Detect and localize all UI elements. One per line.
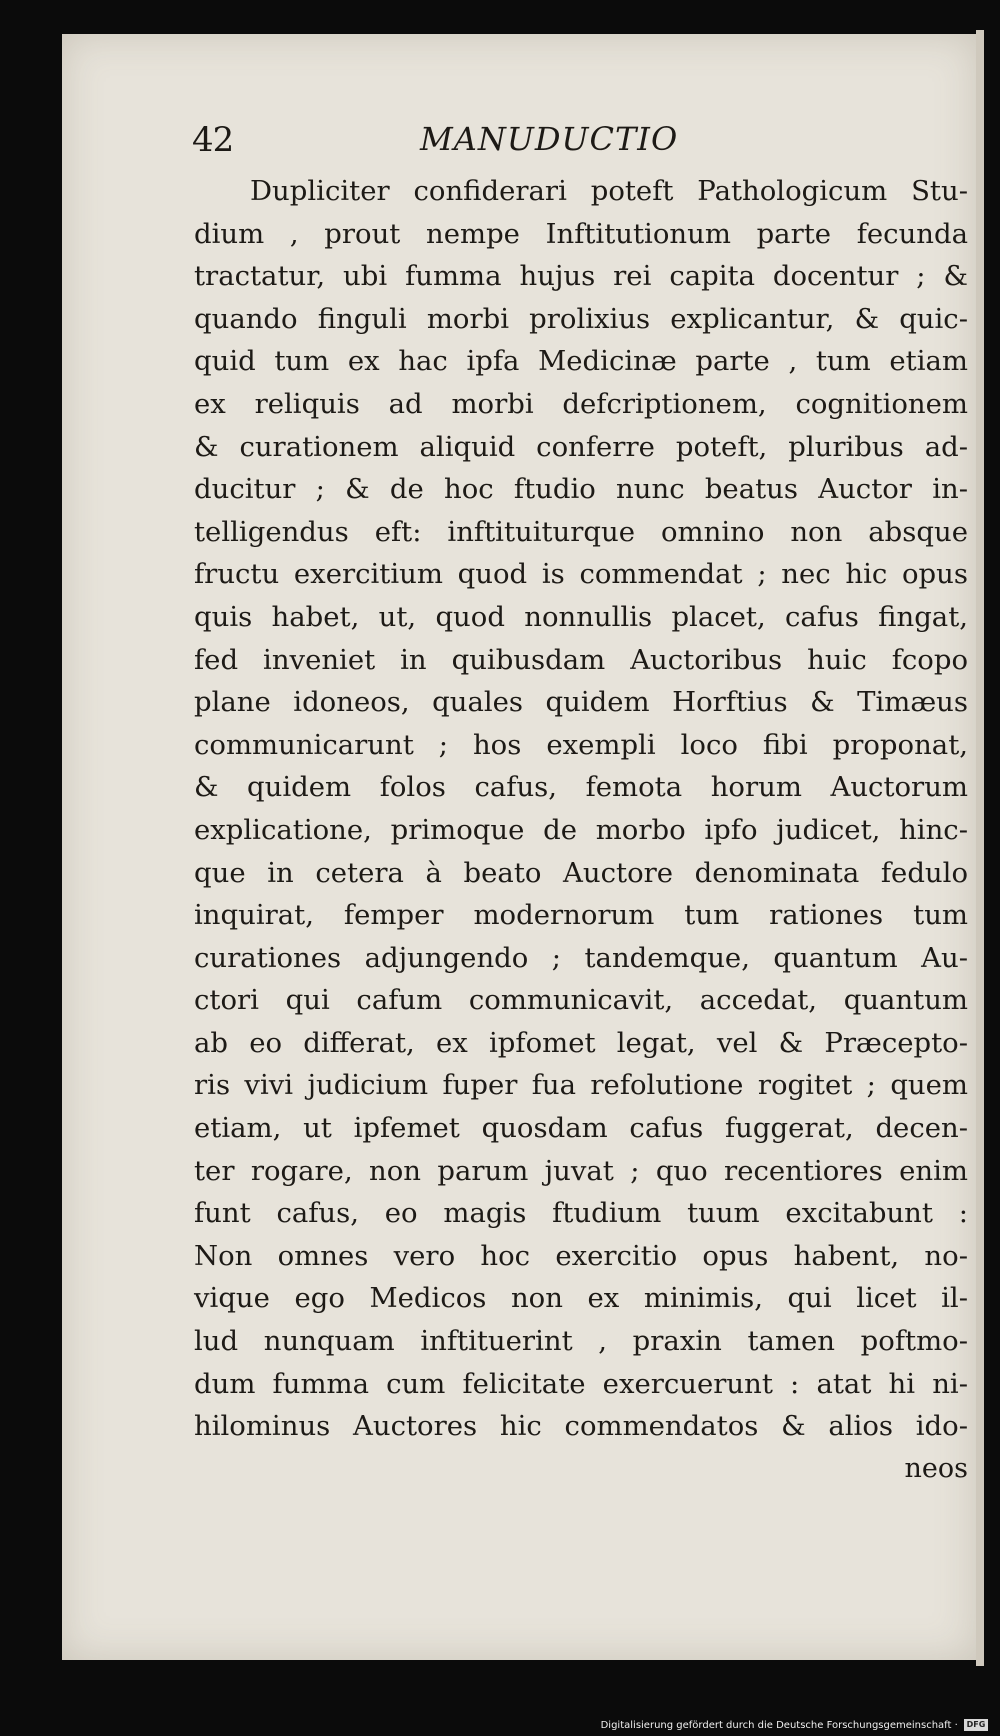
- text-line: dum fumma cum felicitate exercuerunt : atat hi ni-: [194, 1367, 968, 1400]
- text-line: ctori qui cafum communicavit, accedat, quantum: [194, 984, 968, 1017]
- text-line: Dupliciter confiderari poteft Pathologicum Stu-: [250, 175, 968, 207]
- text-line: & quidem folos cafus, femota horum Auctorum: [194, 771, 968, 804]
- text-line: fed inveniet in quibusdam Auctoribus huic fcopo: [194, 643, 968, 676]
- text-line: vique ego Medicos non ex minimis, qui licet il-: [194, 1282, 968, 1315]
- text-line: & curationem aliquid conferre poteft, pluribus ad-: [194, 430, 968, 463]
- credit-text: Digitalisierung gefördert durch die Deutsche Forschungsgemeinschaft ·: [600, 1720, 958, 1731]
- text-line: ris vivi judicium fuper fua refolutione rogitet ; quem: [194, 1069, 968, 1102]
- text-line: inquirat, femper modernorum tum rationes tum: [194, 899, 968, 932]
- text-line: communicarunt ; hos exempli loco fibi proponat,: [194, 728, 968, 761]
- text-line: etiam, ut ipfemet quosdam cafus fuggerat, decen-: [194, 1112, 968, 1145]
- page-header: [192, 120, 752, 164]
- dfg-logo: DFG: [964, 1719, 988, 1731]
- text-line: que in cetera à beato Auctore denominata fedulo: [194, 856, 968, 889]
- text-line: curationes adjungendo ; tandemque, quantum Au-: [194, 941, 968, 974]
- body-text: [194, 170, 968, 1484]
- text-line: lud nunquam inftituerint , praxin tamen poftmo-: [194, 1325, 968, 1358]
- running-title: MANUDUCTIO: [420, 120, 679, 158]
- text-line: ducitur ; & de hoc ftudio nunc beatus Auctor in-: [194, 473, 968, 506]
- text-line: explicatione, primoque de morbo ipfo judicet, hinc-: [194, 813, 968, 846]
- text-line: ab eo differat, ex ipfomet legat, vel & Præcepto-: [194, 1026, 968, 1059]
- page-edge: [976, 30, 984, 1666]
- catchword: neos: [904, 1452, 968, 1484]
- text-line: hilominus Auctores hic commendatos & alios ido-: [194, 1410, 968, 1443]
- text-line: quid tum ex hac ipfa Medicinæ parte , tum etiam: [194, 345, 968, 378]
- text-line: tractatur, ubi fumma hujus rei capita docentur ; &: [194, 260, 968, 293]
- page-number: 42: [192, 120, 234, 160]
- text-line: funt cafus, eo magis ftudium tuum excitabunt :: [194, 1197, 968, 1230]
- text-line: fructu exercitium quod is commendat ; nec hic opus: [194, 558, 968, 591]
- text-line: telligendus eft: inftituiturque omnino non absque: [194, 515, 968, 548]
- digitization-credit: [580, 1718, 988, 1734]
- text-line: quis habet, ut, quod nonnullis placet, cafus fingat,: [194, 600, 968, 633]
- text-line: ter rogare, non parum juvat ; quo recentiores enim: [194, 1154, 968, 1187]
- text-line: ex reliquis ad morbi defcriptionem, cognitionem: [194, 387, 968, 420]
- text-line: Non omnes vero hoc exercitio opus habent, no-: [194, 1239, 968, 1272]
- text-line: plane idoneos, quales quidem Horftius & Timæus: [194, 686, 968, 719]
- text-line: quando finguli morbi prolixius explicantur, & quic-: [194, 302, 968, 335]
- text-line: dium , prout nempe Inftitutionum parte fecunda: [194, 217, 968, 250]
